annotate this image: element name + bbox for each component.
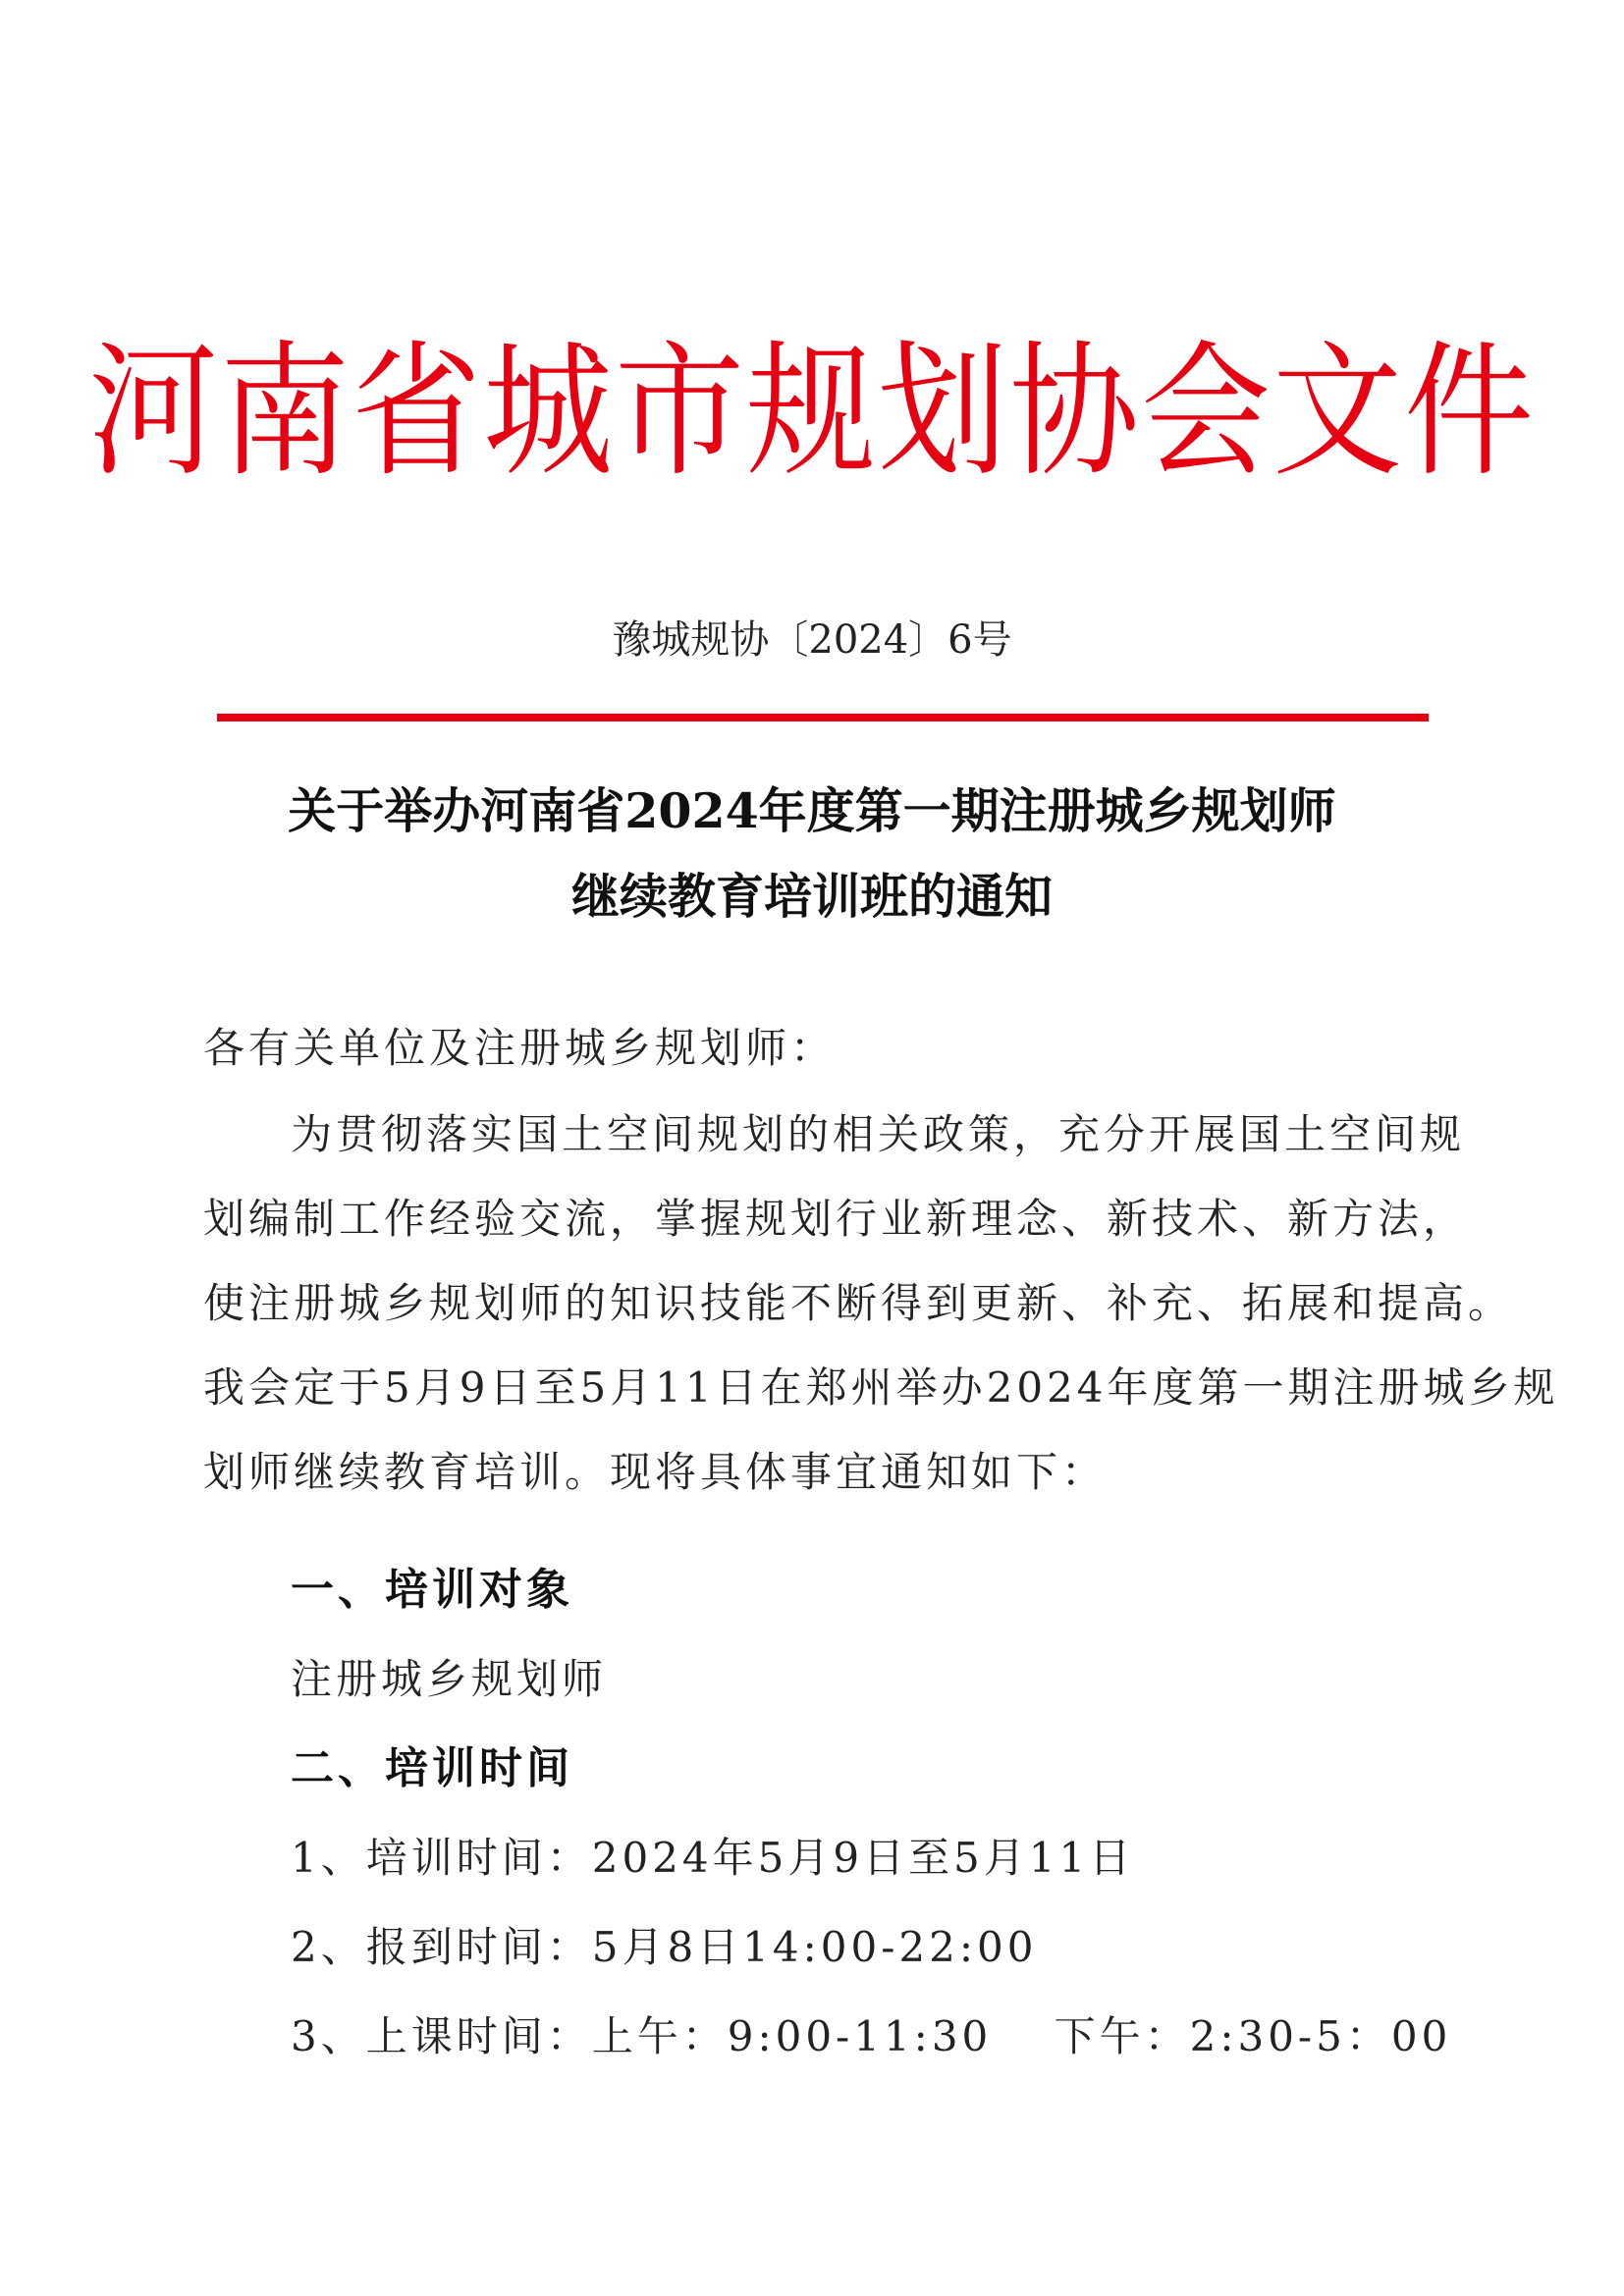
paragraph-line: 划师继续教育培训。现将具体事宜通知如下： — [203, 1448, 1108, 1496]
paragraph-line: 使注册城乡规划师的知识技能不断得到更新、补充、拓展和提高。 — [203, 1279, 1514, 1327]
salutation: 各有关单位及注册城乡规划师： — [203, 1024, 837, 1072]
paragraph-line: 我会定于5月9日至5月11日在郑州举办2024年度第一期注册城乡规 — [203, 1363, 1559, 1412]
training-target-text: 注册城乡规划师 — [291, 1655, 608, 1703]
document-header-title: 河南省城市规划协会文件 — [88, 327, 1536, 498]
section-heading-training-target: 一、培训对象 — [291, 1565, 573, 1615]
section-heading-training-time: 二、培训时间 — [291, 1743, 573, 1793]
red-divider-rule — [217, 714, 1429, 721]
document-number: 豫城规协〔2024〕6号 — [612, 617, 1012, 663]
notice-title-line-2: 继续教育培训班的通知 — [570, 868, 1053, 925]
training-time-item: 1、培训时间：2024年5月9日至5月11日 — [291, 1834, 1135, 1882]
paragraph-line: 为贯彻落实国土空间规划的相关政策，充分开展国土空间规 — [291, 1110, 1466, 1158]
paragraph-line: 划编制工作经验交流，掌握规划行业新理念、新技术、新方法， — [203, 1195, 1469, 1243]
class-time-item: 3、上课时间：上午：9:00-11:30 下午：2:30-5：00 — [291, 2012, 1452, 2060]
registration-time-item: 2、报到时间：5月8日14:00-22:00 — [291, 1923, 1038, 1971]
notice-title-line-1: 关于举办河南省2024年度第一期注册城乡规划师 — [288, 782, 1336, 839]
